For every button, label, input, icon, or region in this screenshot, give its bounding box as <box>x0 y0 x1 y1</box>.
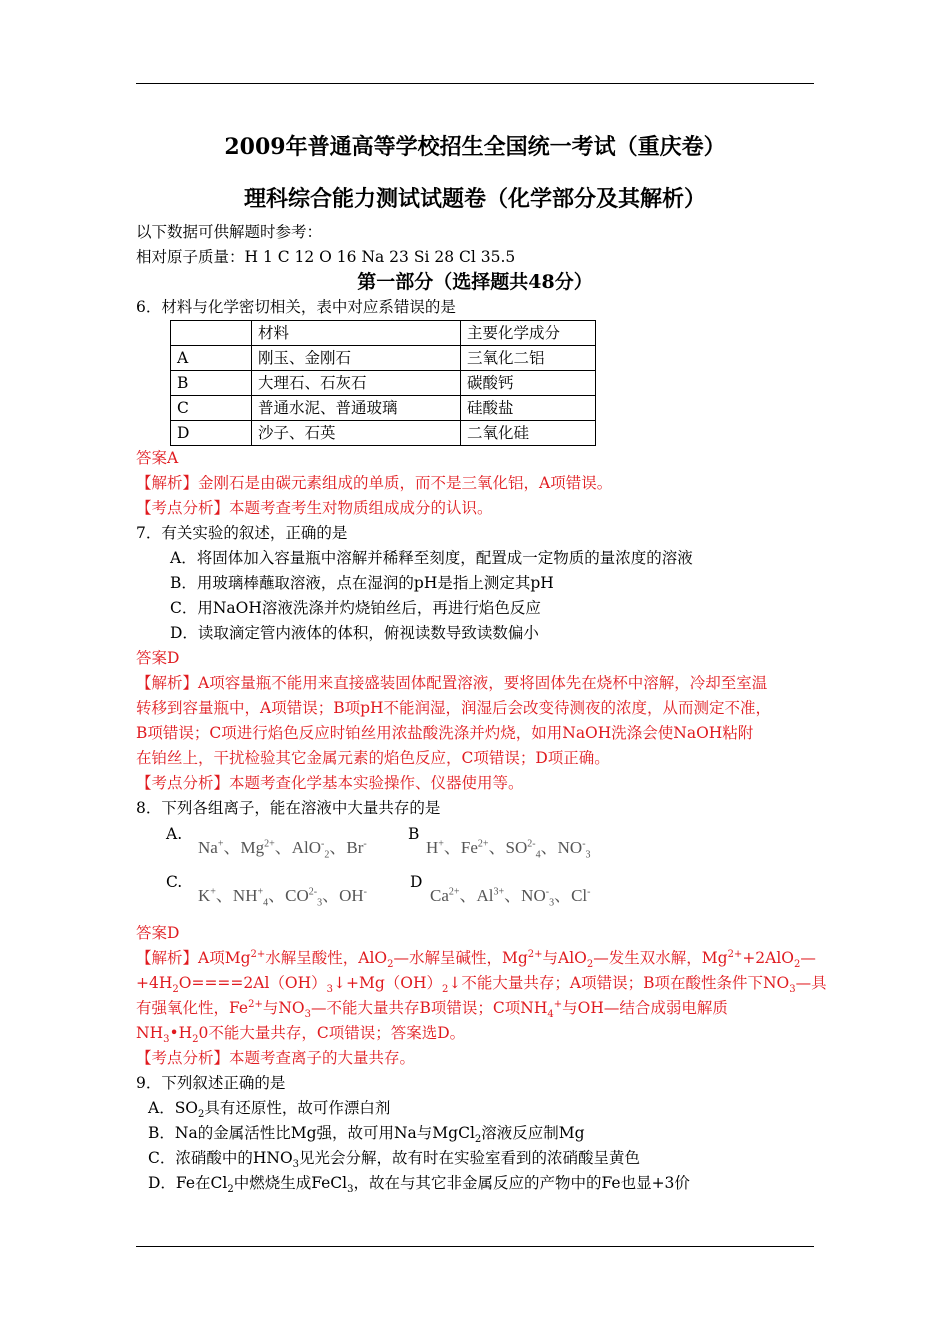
q6-table <box>170 320 596 446</box>
q6-answer: 答案A <box>136 449 179 467</box>
intro-line: 以下数据可供解题时参考： <box>136 223 323 241</box>
table-cell: 主要化学成分 <box>461 321 596 346</box>
exam-title: 2009年普通高等学校招生全国统一考试（重庆卷） <box>224 134 726 160</box>
table-cell: 硅酸盐 <box>461 396 596 421</box>
table-cell: 沙子、石英 <box>252 421 461 446</box>
table-row <box>171 421 596 446</box>
q9-option-a: A．$SO_2$具有还原性，故可作漂白剂 <box>148 1099 391 1121</box>
table-cell: A <box>171 346 252 371</box>
q8-option-c: K+、$NH^+_4$、$CO^{2-}_3$、OH- <box>198 886 367 909</box>
q8-analysis-line: 【解析】A项$Mg^{2+}$水解呈酸性，AlO$_2$—水解呈碱性，$Mg^{2+}$与AlO$_2$—发生双水解，$Mg^{2+}+2AlO_2—$ <box>136 948 816 971</box>
q8-analysis-line: 有强氧化性，$Fe^{2+}$与$NO_3—$不能大量共存B项错误；C项$NH_4^+$与OH—结合成弱电解质 <box>136 998 728 1021</box>
table-row <box>171 346 596 371</box>
q7-option-d: D．读取滴定管内液体的体积，俯视读数导致读数偏小 <box>170 624 539 642</box>
table-cell <box>171 321 252 346</box>
table-cell: D <box>171 421 252 446</box>
table-cell: B <box>171 371 252 396</box>
table-row <box>171 371 596 396</box>
q7-analysis <box>136 671 826 771</box>
exam-page <box>136 130 826 1196</box>
q8-analysis-line: $NH_3•H_20$不能大量共存，C项错误；答案选D。 <box>136 1024 466 1046</box>
q7-analysis-line: 转移到容量瓶中，A项错误；B项pH不能润湿，润湿后会改变待测夜的浓度，从而测定不准， <box>136 699 772 717</box>
header-rule <box>136 83 814 84</box>
table-cell: 刚玉、金刚石 <box>252 346 461 371</box>
table-cell: 大理石、石灰石 <box>252 371 461 396</box>
table-cell: 二氧化硅 <box>461 421 596 446</box>
q7-option-b: B．用玻璃棒蘸取溶液，点在湿润的pH是指上测定其pH <box>170 574 554 592</box>
q8-label-d: D <box>410 873 423 891</box>
footer-rule <box>136 1246 814 1247</box>
atomic-mass-line: 相对原子质量：H 1 C 12 O 16 Na 23 Si 28 Cl 35.5 <box>136 248 516 266</box>
q7-stem: 7．有关实验的叙述，正确的是 <box>136 524 348 542</box>
q9-option-c: C．浓硝酸中的$HNO_3$见光会分解，故有时在实验室看到的浓硝酸呈黄色 <box>148 1149 641 1171</box>
table-header-row <box>171 321 596 346</box>
q8-label-a: A. <box>166 825 183 843</box>
q8-point: 【考点分析】本题考查离子的大量共存。 <box>136 1049 416 1067</box>
q8-option-a: Na+、$Mg^{2+}$、AlO-$_2$、Br- <box>198 838 367 861</box>
q9-option-d: D．Fe在$Cl_2$中燃烧生成FeCl$_3$，故在与其它非金属反应的产物中的Fe也显+3价 <box>148 1174 690 1196</box>
q6-point: 【考点分析】本题考查考生对物质组成成分的认识。 <box>136 499 493 517</box>
q8-analysis <box>136 946 826 1046</box>
q8-options-row-1 <box>136 821 826 871</box>
q7-option-a: A．将固体加入容量瓶中溶解并稀释至刻度，配置成一定物质的量浓度的溶液 <box>170 549 693 567</box>
table-cell: 三氧化二铝 <box>461 346 596 371</box>
table-cell: 普通水泥、普通玻璃 <box>252 396 461 421</box>
q7-analysis-line: 在铂丝上，干扰检验其它金属元素的焰色反应，C项错误；D项正确。 <box>136 749 610 767</box>
q7-answer: 答案D <box>136 649 180 667</box>
q9-option-b: B．Na的金属活性比Mg强，故可用Na与MgCl$_2$溶液反应制Mg <box>148 1124 585 1146</box>
table-cell: C <box>171 396 252 421</box>
q6-stem: 6．材料与化学密切相关，表中对应系错误的是 <box>136 298 456 316</box>
q8-answer: 答案D <box>136 924 180 942</box>
q8-label-c: C. <box>166 873 183 891</box>
table-cell: 碳酸钙 <box>461 371 596 396</box>
q8-analysis-line: $+4H_2O====2Al(OH)_3↓+Mg(OH)_2↓$不能大量共存；A项错误；B项在酸性条件下$NO_3—$具 <box>136 974 827 996</box>
exam-subtitle: 理科综合能力测试试题卷（化学部分及其解析） <box>243 186 706 212</box>
q8-options-row-2 <box>136 871 826 921</box>
q7-analysis-line: B项错误；C项进行焰色反应时铂丝用浓盐酸洗涤并灼烧，如用NaOH洗涤会使NaOH粘附 <box>136 724 754 742</box>
q6-analysis: 【解析】金刚石是由碳元素组成的单质，而不是三氧化铝，A项错误。 <box>136 474 613 492</box>
table-row <box>171 396 596 421</box>
q8-option-b: H+、$Fe^{2+}$、$SO^{2-}_4$、$NO^-_3$ <box>426 838 591 861</box>
q8-label-b: B <box>408 825 420 843</box>
part-heading: 第一部分（选择题共48分） <box>357 271 593 293</box>
q7-analysis-line: 【解析】A项容量瓶不能用来直接盛装固体配置溶液，要将固体先在烧杯中溶解，冷却至室温 <box>136 674 768 692</box>
q7-point: 【考点分析】本题考查化学基本实验操作、仪器使用等。 <box>136 774 524 792</box>
q9-stem: 9．下列叙述正确的是 <box>136 1074 286 1092</box>
q8-option-d: $Ca^{2+}$、$Al^{3+}$、$NO^-_3$、Cl- <box>430 886 591 909</box>
table-cell: 材料 <box>252 321 461 346</box>
q8-stem: 8．下列各组离子，能在溶液中大量共存的是 <box>136 799 441 817</box>
q7-option-c: C．用NaOH溶液洗涤并灼烧铂丝后，再进行焰色反应 <box>170 599 541 617</box>
